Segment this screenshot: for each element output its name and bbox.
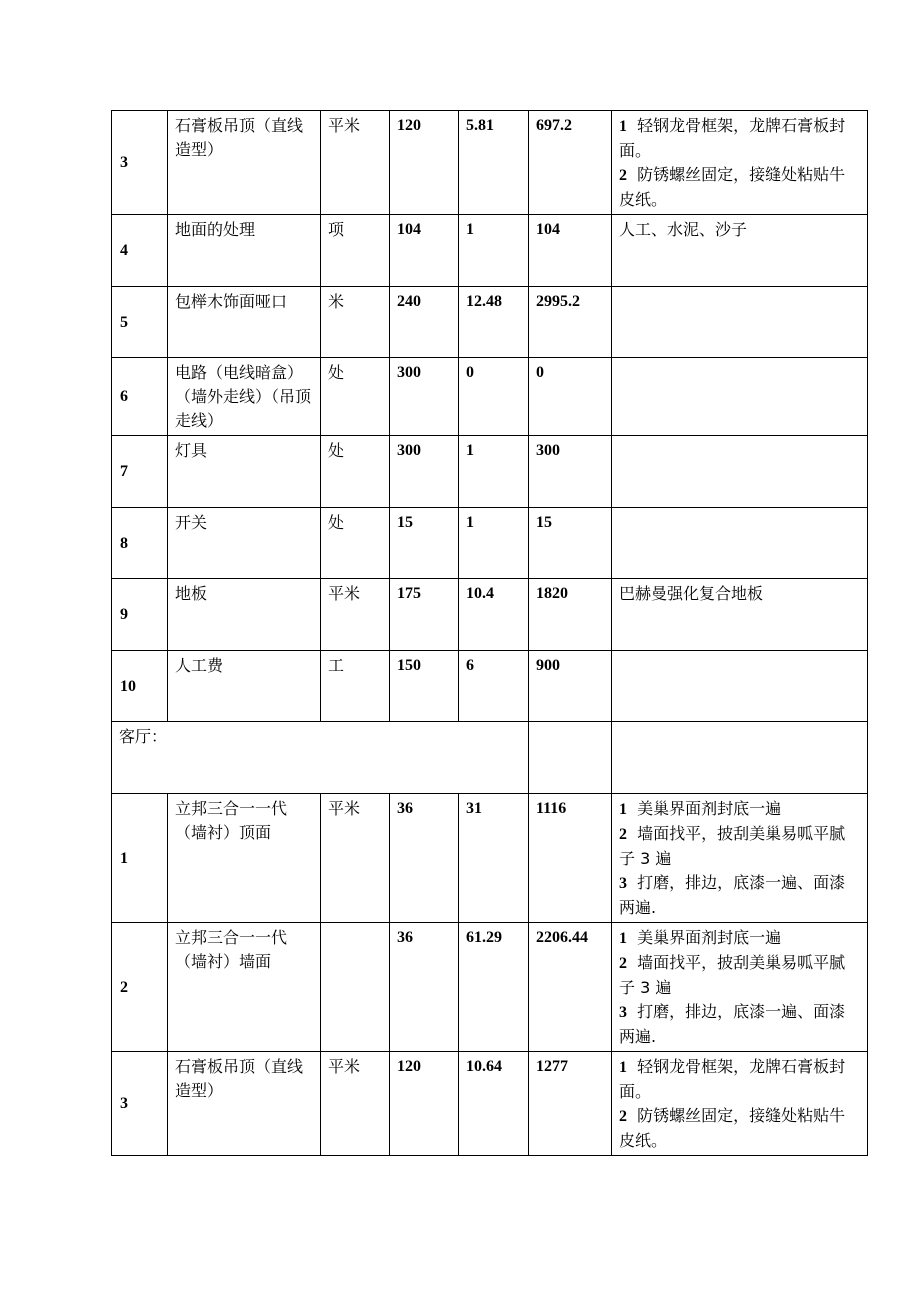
section-row <box>112 722 868 794</box>
quotation-table <box>111 110 868 1156</box>
note-line <box>619 871 861 920</box>
item-name: 灯具 <box>168 436 321 508</box>
item-notes <box>612 111 868 215</box>
note-number: 1 <box>619 801 627 818</box>
note-number: 2 <box>619 1108 627 1125</box>
item-unit-price: 15 <box>390 508 459 579</box>
item-total: 104 <box>529 215 612 287</box>
item-name: 立邦三合一一代（墙衬）墙面 <box>168 923 321 1052</box>
item-quantity: 1 <box>459 215 529 287</box>
item-total: 2995.2 <box>529 287 612 358</box>
item-number: 5 <box>112 287 168 358</box>
item-quantity: 1 <box>459 436 529 508</box>
table-row <box>112 436 868 508</box>
empty-cell <box>612 722 868 794</box>
note-line <box>619 822 861 871</box>
item-unit-price: 300 <box>390 436 459 508</box>
item-total: 300 <box>529 436 612 508</box>
note-line <box>619 797 861 822</box>
note-text: 打磨，排边，底漆一遍、面漆两遍. <box>619 1002 846 1046</box>
table-row <box>112 1052 868 1156</box>
item-notes <box>612 287 868 358</box>
item-name: 立邦三合一一代（墙衬）顶面 <box>168 794 321 923</box>
empty-cell <box>529 722 612 794</box>
item-total: 697.2 <box>529 111 612 215</box>
item-name: 人工费 <box>168 651 321 722</box>
item-quantity: 10.4 <box>459 579 529 651</box>
item-notes <box>612 215 868 287</box>
note-line <box>619 926 861 951</box>
item-unit-price: 36 <box>390 923 459 1052</box>
item-number: 6 <box>112 358 168 436</box>
item-total: 15 <box>529 508 612 579</box>
item-name: 地面的处理 <box>168 215 321 287</box>
item-number: 1 <box>112 794 168 923</box>
item-unit <box>321 923 390 1052</box>
note-number: 3 <box>619 1004 627 1021</box>
item-total: 1116 <box>529 794 612 923</box>
note-number: 1 <box>619 930 627 947</box>
item-notes <box>612 508 868 579</box>
item-unit: 处 <box>321 508 390 579</box>
item-notes <box>612 794 868 923</box>
item-unit: 米 <box>321 287 390 358</box>
item-name: 电路（电线暗盒）（墙外走线）（吊顶走线） <box>168 358 321 436</box>
item-number: 10 <box>112 651 168 722</box>
item-notes <box>612 651 868 722</box>
item-name: 石膏板吊顶（直线造型） <box>168 1052 321 1156</box>
note-text: 打磨，排边，底漆一遍、面漆两遍. <box>619 873 846 917</box>
note-text: 墙面找平，披刮美巢易呱平腻子 3 遍 <box>619 953 846 997</box>
note-text: 防锈螺丝固定，接缝处粘贴牛皮纸。 <box>619 165 846 209</box>
table-body-living-room <box>112 794 868 1156</box>
note-text: 美巢界面剂封底一遍 <box>637 928 782 947</box>
note-number: 2 <box>619 167 627 184</box>
note-text: 美巢界面剂封底一遍 <box>637 799 782 818</box>
section-label: 客厅： <box>112 722 529 794</box>
item-name: 石膏板吊顶（直线造型） <box>168 111 321 215</box>
item-unit-price: 175 <box>390 579 459 651</box>
item-quantity: 0 <box>459 358 529 436</box>
item-number: 8 <box>112 508 168 579</box>
note-number: 1 <box>619 1059 627 1076</box>
note-number: 1 <box>619 118 627 135</box>
section-header <box>112 722 868 794</box>
item-unit: 处 <box>321 436 390 508</box>
note-number: 3 <box>619 875 627 892</box>
item-total: 2206.44 <box>529 923 612 1052</box>
item-unit: 处 <box>321 358 390 436</box>
item-quantity: 1 <box>459 508 529 579</box>
item-number: 3 <box>112 1052 168 1156</box>
item-number: 2 <box>112 923 168 1052</box>
table-row <box>112 923 868 1052</box>
item-unit-price: 300 <box>390 358 459 436</box>
item-total: 0 <box>529 358 612 436</box>
item-quantity: 31 <box>459 794 529 923</box>
item-notes <box>612 436 868 508</box>
note-line <box>619 1104 861 1153</box>
note-text: 轻钢龙骨框架，龙牌石膏板封面。 <box>619 1057 846 1101</box>
table-row <box>112 215 868 287</box>
note-line <box>619 582 861 606</box>
item-unit: 项 <box>321 215 390 287</box>
item-unit-price: 36 <box>390 794 459 923</box>
item-unit: 工 <box>321 651 390 722</box>
item-name: 包榉木饰面哑口 <box>168 287 321 358</box>
item-unit: 平米 <box>321 579 390 651</box>
item-unit: 平米 <box>321 1052 390 1156</box>
note-text: 巴赫曼强化复合地板 <box>619 584 764 603</box>
item-quantity: 5.81 <box>459 111 529 215</box>
table-row <box>112 287 868 358</box>
item-unit-price: 150 <box>390 651 459 722</box>
item-notes <box>612 1052 868 1156</box>
note-line <box>619 218 861 242</box>
table-body-top <box>112 111 868 722</box>
item-total: 1820 <box>529 579 612 651</box>
item-number: 9 <box>112 579 168 651</box>
item-number: 3 <box>112 111 168 215</box>
note-text: 轻钢龙骨框架，龙牌石膏板封面。 <box>619 116 846 160</box>
table-row <box>112 794 868 923</box>
item-name: 地板 <box>168 579 321 651</box>
item-quantity: 10.64 <box>459 1052 529 1156</box>
item-notes <box>612 923 868 1052</box>
note-line <box>619 114 861 163</box>
item-total: 1277 <box>529 1052 612 1156</box>
note-text: 防锈螺丝固定，接缝处粘贴牛皮纸。 <box>619 1106 846 1150</box>
item-unit-price: 104 <box>390 215 459 287</box>
item-quantity: 12.48 <box>459 287 529 358</box>
item-notes <box>612 579 868 651</box>
note-number: 2 <box>619 955 627 972</box>
item-unit: 平米 <box>321 111 390 215</box>
item-unit-price: 240 <box>390 287 459 358</box>
item-quantity: 61.29 <box>459 923 529 1052</box>
item-total: 900 <box>529 651 612 722</box>
table-row <box>112 579 868 651</box>
table-row <box>112 508 868 579</box>
item-unit-price: 120 <box>390 1052 459 1156</box>
item-notes <box>612 358 868 436</box>
note-line <box>619 1055 861 1104</box>
note-number: 2 <box>619 826 627 843</box>
item-unit-price: 120 <box>390 111 459 215</box>
item-quantity: 6 <box>459 651 529 722</box>
item-unit: 平米 <box>321 794 390 923</box>
item-name: 开关 <box>168 508 321 579</box>
note-line <box>619 951 861 1000</box>
note-line <box>619 1000 861 1049</box>
table-row <box>112 358 868 436</box>
note-text: 墙面找平，披刮美巢易呱平腻子 3 遍 <box>619 824 846 868</box>
item-number: 4 <box>112 215 168 287</box>
item-number: 7 <box>112 436 168 508</box>
table-row <box>112 651 868 722</box>
note-line <box>619 163 861 212</box>
table-row <box>112 111 868 215</box>
note-text: 人工、水泥、沙子 <box>619 220 748 239</box>
